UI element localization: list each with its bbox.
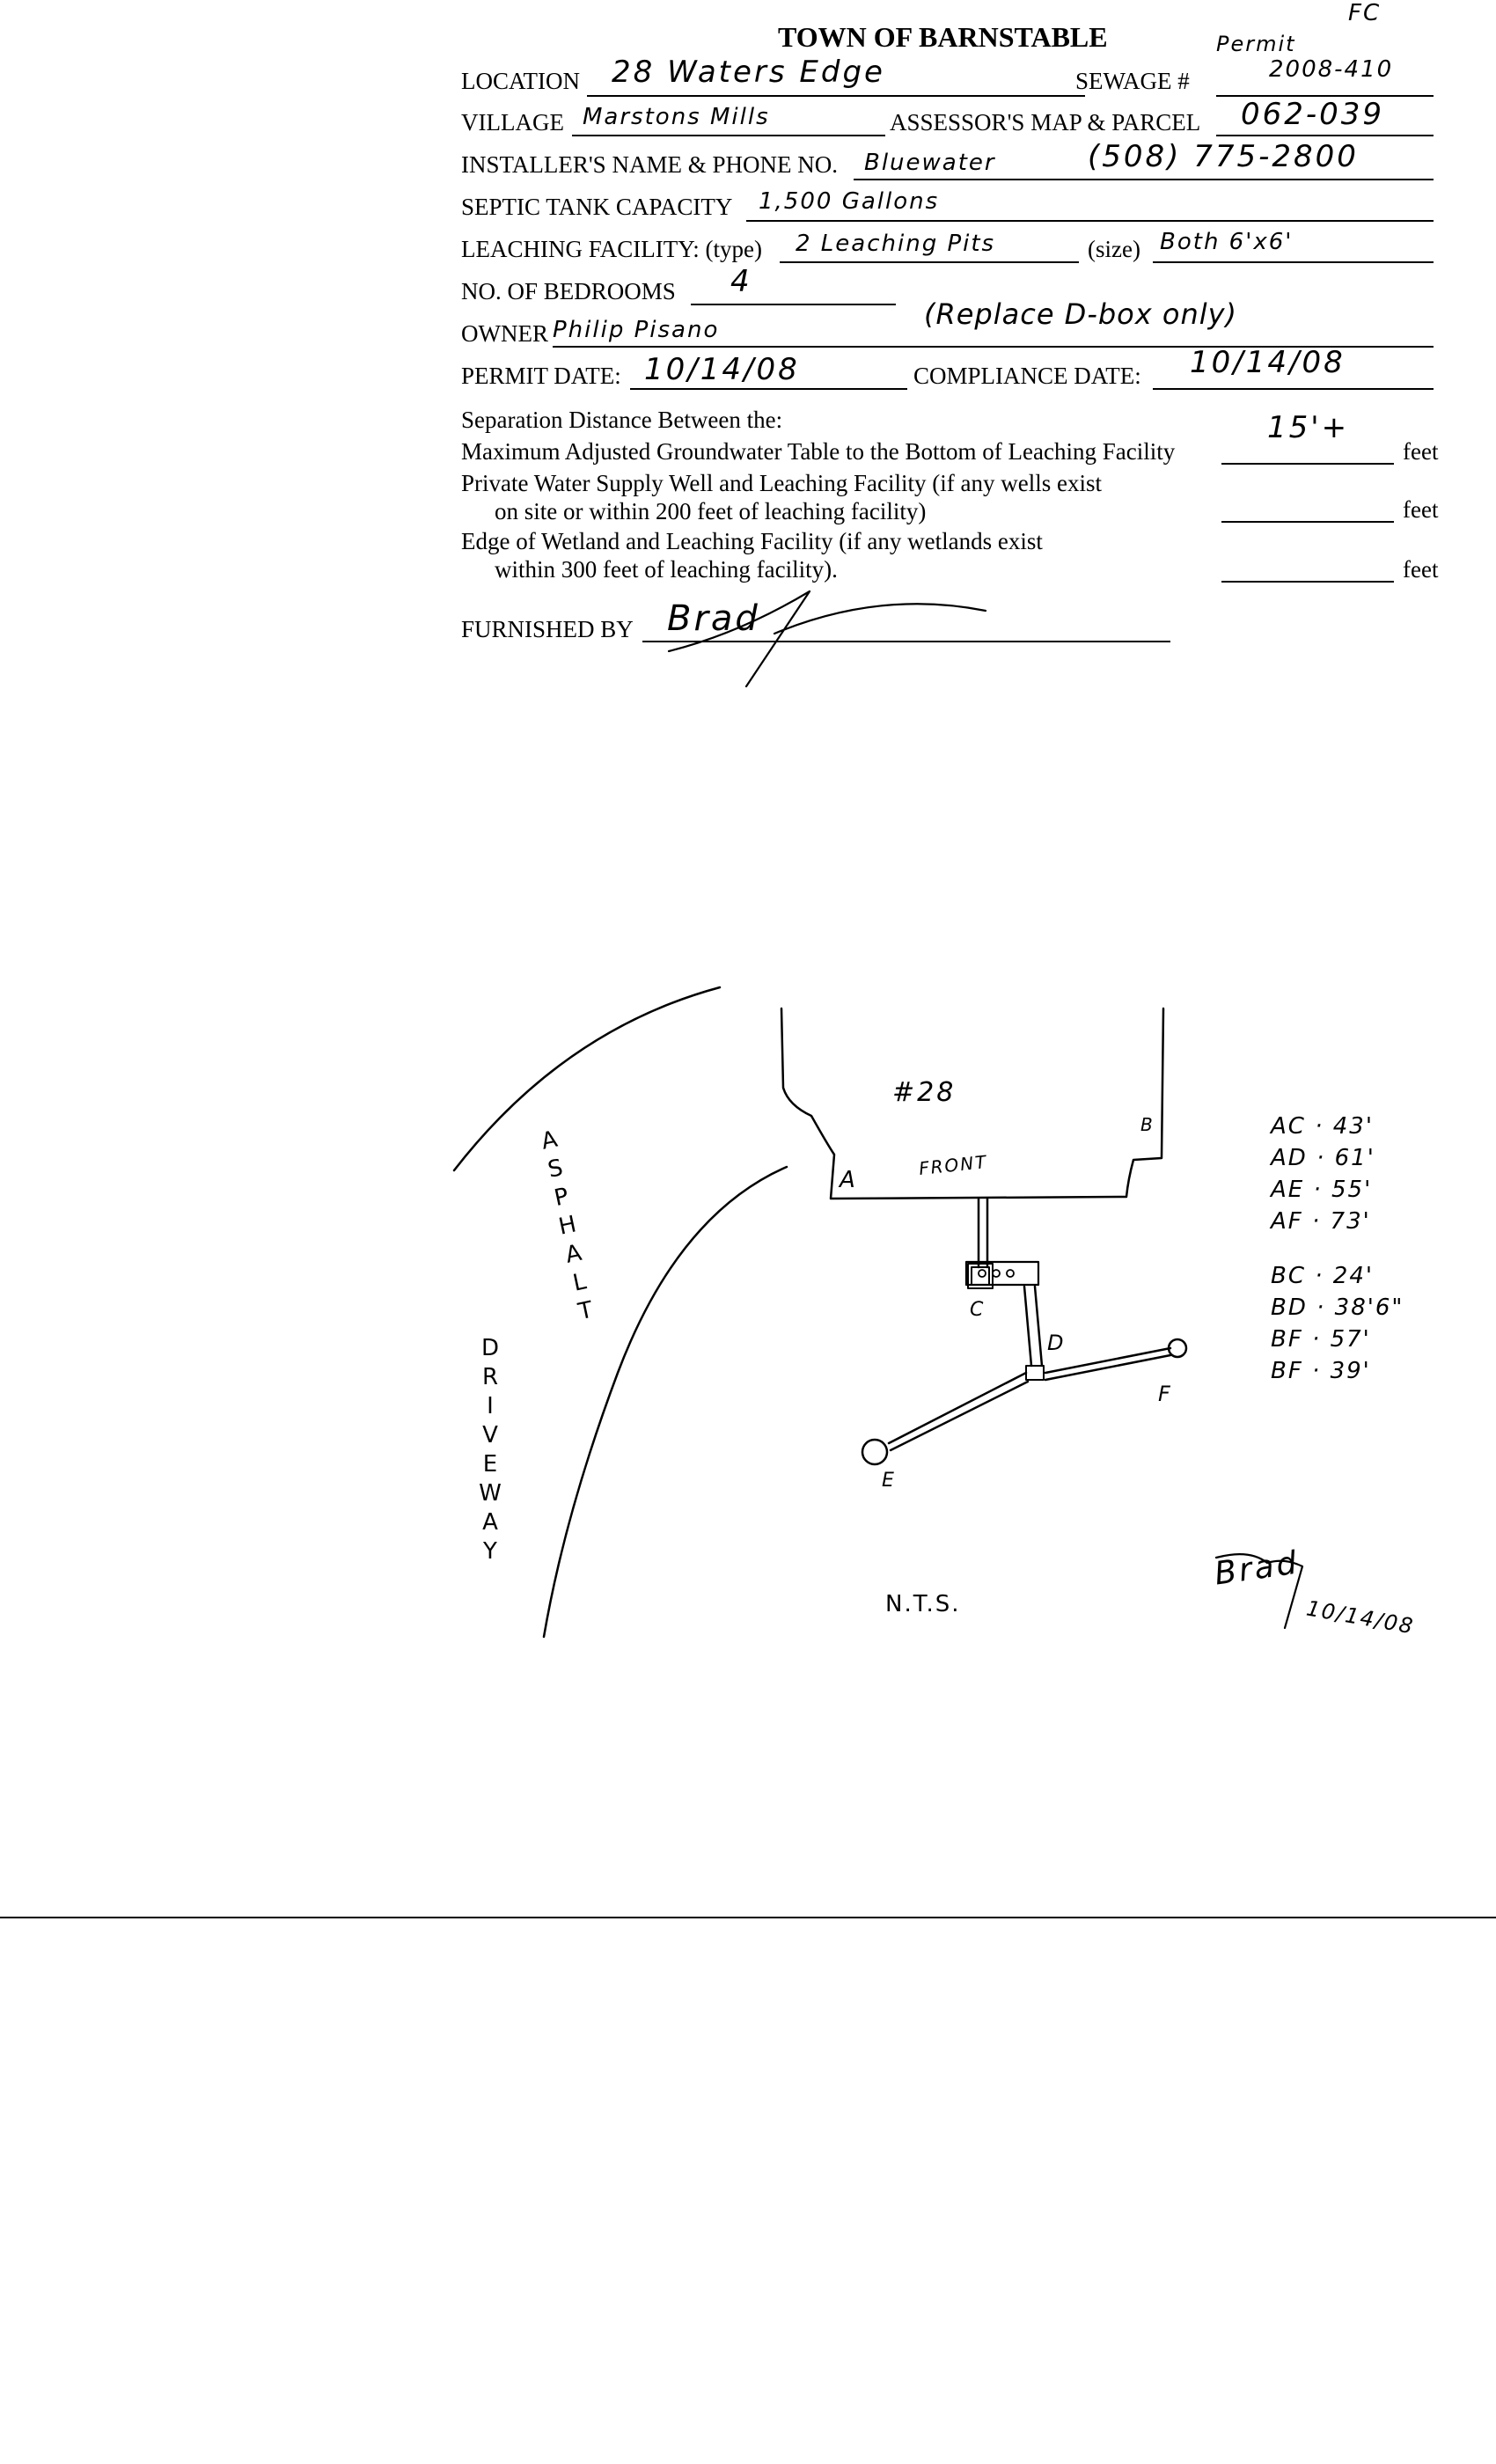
driveway-letter: Y	[483, 1538, 497, 1565]
measurement-dist: 57'	[1330, 1326, 1371, 1353]
measurement-row: BF · 57'	[1271, 1326, 1371, 1353]
installer-name: Bluewater	[864, 150, 996, 176]
asphalt-letter: H	[556, 1211, 579, 1241]
form-title: TOWN OF BARNSTABLE	[778, 21, 1108, 53]
measurement-row: BC · 24'	[1271, 1263, 1375, 1289]
driveway-vertical-label	[477, 1334, 503, 1566]
fc-corner-mark: FC	[1348, 0, 1382, 26]
asphalt-letter: T	[576, 1296, 596, 1326]
measurement-dist: 39'	[1330, 1358, 1371, 1384]
measurement-row: AC · 43'	[1271, 1113, 1374, 1140]
bedrooms-value: 4	[730, 264, 752, 299]
sep-wetland-label-2: within 300 feet of leaching facility).	[495, 556, 838, 583]
furnished-label: FURNISHED BY	[461, 616, 634, 642]
asphalt-letter: L	[570, 1268, 589, 1297]
owner-note: (Replace D-box only)	[924, 297, 1238, 331]
permit-date-label: PERMIT DATE:	[461, 363, 621, 389]
asphalt-letter: P	[552, 1183, 571, 1213]
point-b-label: B	[1140, 1114, 1155, 1135]
leaching-size-label: (size)	[1088, 236, 1140, 262]
driveway-letter: V	[482, 1422, 498, 1448]
asphalt-letter: S	[545, 1155, 566, 1184]
pipe-d-to-e	[889, 1373, 1028, 1450]
sep-groundwater-unit: feet	[1403, 438, 1439, 465]
measurement-pair: BC	[1271, 1263, 1306, 1289]
driveway-letter: R	[481, 1364, 499, 1390]
sewage-value: 2008-410	[1269, 56, 1394, 83]
tank-value: 1,500 Gallons	[759, 188, 940, 215]
furnished-signature: Brad	[667, 598, 760, 639]
installer-phone: (508) 775-2800	[1088, 139, 1359, 174]
location-label: LOCATION	[461, 68, 580, 94]
separation-heading: Separation Distance Between the:	[461, 407, 783, 433]
measurement-row: AE · 55'	[1271, 1177, 1373, 1203]
furnished-signature-flourish	[669, 591, 986, 686]
measurement-pair: BD	[1271, 1294, 1308, 1321]
measurement-pair: BF	[1271, 1358, 1303, 1384]
sep-wetland-unit: feet	[1403, 556, 1439, 583]
d-box-component	[966, 1262, 1038, 1285]
measurement-dist: 38'6"	[1334, 1294, 1404, 1321]
location-value: 28 Waters Edge	[612, 55, 885, 90]
permit-date-value: 10/14/08	[644, 352, 800, 387]
sep-well-unit: feet	[1403, 496, 1439, 523]
tank-label: SEPTIC TANK CAPACITY	[461, 194, 733, 220]
permit-corner-mark: Permit	[1216, 32, 1296, 56]
village-label: VILLAGE	[461, 109, 564, 136]
driveway-letter: W	[479, 1480, 502, 1507]
compliance-value: 10/14/08	[1190, 345, 1346, 380]
measurement-pair: BF	[1271, 1326, 1303, 1353]
front-label: FRONT	[917, 1150, 989, 1180]
driveway-letter: E	[482, 1451, 498, 1478]
driveway-letter: I	[487, 1393, 494, 1419]
leaching-type-value: 2 Leaching Pits	[796, 231, 996, 257]
measurement-row: BD · 38'6"	[1271, 1294, 1404, 1321]
pipe-c-to-d	[1024, 1287, 1042, 1366]
driveway-letter: A	[482, 1509, 498, 1536]
leaching-size-value: Both 6'x6'	[1160, 229, 1294, 255]
point-f-label: F	[1158, 1382, 1172, 1406]
scan-bottom-rule	[0, 1917, 1496, 1918]
measurements-from-b	[1271, 1260, 1404, 1387]
owner-value: Philip Pisano	[553, 317, 720, 343]
measurement-pair: AD	[1271, 1145, 1308, 1171]
measurement-dist: 73'	[1330, 1208, 1371, 1235]
measurement-row: AF · 73'	[1271, 1208, 1371, 1235]
sep-groundwater-value: 15'+	[1267, 410, 1350, 445]
asphalt-letter: A	[562, 1239, 584, 1269]
sep-wetland-label-1: Edge of Wetland and Leaching Facility (if any wetlands exist	[461, 528, 1043, 554]
bedrooms-label: NO. OF BEDROOMS	[461, 278, 676, 304]
assessor-label: ASSESSOR'S MAP & PARCEL	[890, 109, 1201, 136]
sketch-signature-date: 10/14/08	[1304, 1595, 1417, 1639]
measurements-from-a	[1271, 1111, 1375, 1237]
pipe-house-to-tank	[979, 1199, 987, 1267]
measurement-row: BF · 39'	[1271, 1358, 1371, 1384]
d-box	[1026, 1366, 1044, 1380]
sep-groundwater-label: Maximum Adjusted Groundwater Table to the Bottom of Leaching Facility	[461, 438, 1176, 465]
measurement-dist: 43'	[1332, 1113, 1374, 1140]
measurement-pair: AF	[1271, 1208, 1303, 1235]
compliance-label: COMPLIANCE DATE:	[913, 363, 1141, 389]
assessor-value: 062-039	[1241, 97, 1385, 132]
asphalt-letter: A	[539, 1126, 561, 1155]
measurement-dist: 55'	[1331, 1177, 1373, 1203]
measurement-dist: 24'	[1332, 1263, 1375, 1289]
measurement-pair: AC	[1271, 1113, 1306, 1140]
leaching-pit-e	[862, 1440, 887, 1464]
point-c-label: C	[970, 1299, 986, 1321]
driveway-letter: D	[480, 1335, 500, 1361]
sep-well-label-2: on site or within 200 feet of leaching facility)	[495, 498, 927, 524]
installer-label: INSTALLER'S NAME & PHONE NO.	[461, 151, 838, 178]
owner-label: OWNER	[461, 320, 548, 347]
sketch-signature: Brad	[1212, 1544, 1302, 1593]
point-a-label: A	[840, 1167, 857, 1193]
point-d-label: D	[1047, 1331, 1066, 1355]
village-value: Marstons Mills	[583, 104, 770, 130]
house-number-label: #28	[892, 1077, 957, 1108]
leaching-type-label: LEACHING FACILITY: (type)	[461, 236, 762, 262]
measurement-dist: 61'	[1334, 1145, 1375, 1171]
measurement-pair: AE	[1271, 1177, 1305, 1203]
sewage-label: SEWAGE #	[1075, 68, 1190, 94]
measurement-row: AD · 61'	[1271, 1145, 1375, 1171]
sep-well-label-1: Private Water Supply Well and Leaching Facility (if any wells exist	[461, 470, 1102, 496]
not-to-scale-label: N.T.S.	[885, 1591, 961, 1617]
point-e-label: E	[882, 1470, 896, 1492]
asphalt-edge-curve	[454, 987, 720, 1170]
